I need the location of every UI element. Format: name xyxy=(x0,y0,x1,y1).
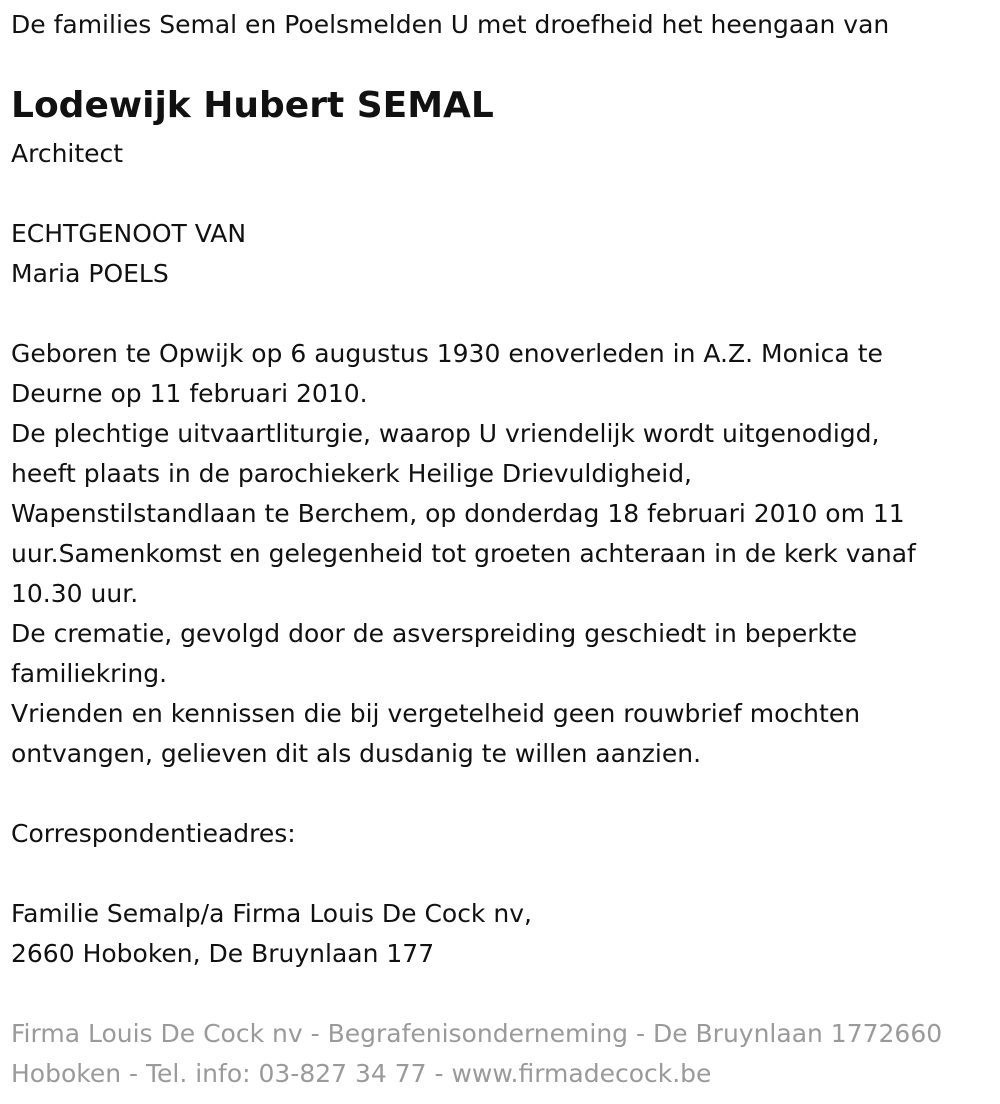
body-line: De plechtige uitvaartliturgie, waarop U vriendelijk wordt uitgenodigd, xyxy=(11,419,880,448)
body-line: 10.30 uur. xyxy=(11,579,139,608)
body-line: heeft plaats in de parochiekerk Heilige Drievuldigheid, xyxy=(11,459,693,488)
body-line: uur.Samenkomst en gelegenheid tot groeten achteraan in de kerk vanaf xyxy=(11,539,916,568)
correspondence-label: Correspondentieadres: xyxy=(11,819,296,848)
deceased-name: Lodewijk Hubert SEMAL xyxy=(11,85,494,126)
address-line: 2660 Hoboken, De Bruynlaan 177 xyxy=(11,939,435,968)
body-line: Vrienden en kennissen die bij vergetelheid geen rouwbrief mochten xyxy=(11,699,861,728)
correspondence-address xyxy=(11,894,532,974)
body-line: Geboren te Opwijk op 6 augustus 1930 enoverleden in A.Z. Monica te xyxy=(11,339,883,368)
body-line: familiekring. xyxy=(11,659,168,688)
intro-text: De families Semal en Poelsmelden U met droefheid het heengaan van xyxy=(11,10,890,39)
body-line: ontvangen, gelieven dit als dusdanig te willen aanzien. xyxy=(11,739,702,768)
body-line: Deurne op 11 februari 2010. xyxy=(11,379,368,408)
footer-line: Firma Louis De Cock nv - Begrafenisonderneming - De Bruynlaan 1772660 xyxy=(11,1019,943,1048)
spouse-label: ECHTGENOOT VAN xyxy=(11,219,247,248)
profession: Architect xyxy=(11,139,124,168)
footer-line: Hoboken - Tel. info: 03-827 34 77 - www.firmadecock.be xyxy=(11,1059,712,1088)
spouse-section xyxy=(11,214,246,294)
notice-body xyxy=(11,334,916,774)
spouse-name: Maria POELS xyxy=(11,259,169,288)
body-line: De crematie, gevolgd door de asverspreiding geschiedt in beperkte xyxy=(11,619,858,648)
funeral-home-footer xyxy=(11,1014,942,1094)
address-line: Familie Semalp/a Firma Louis De Cock nv, xyxy=(11,899,532,928)
body-line: Wapenstilstandlaan te Berchem, op donderdag 18 februari 2010 om 11 xyxy=(11,499,905,528)
